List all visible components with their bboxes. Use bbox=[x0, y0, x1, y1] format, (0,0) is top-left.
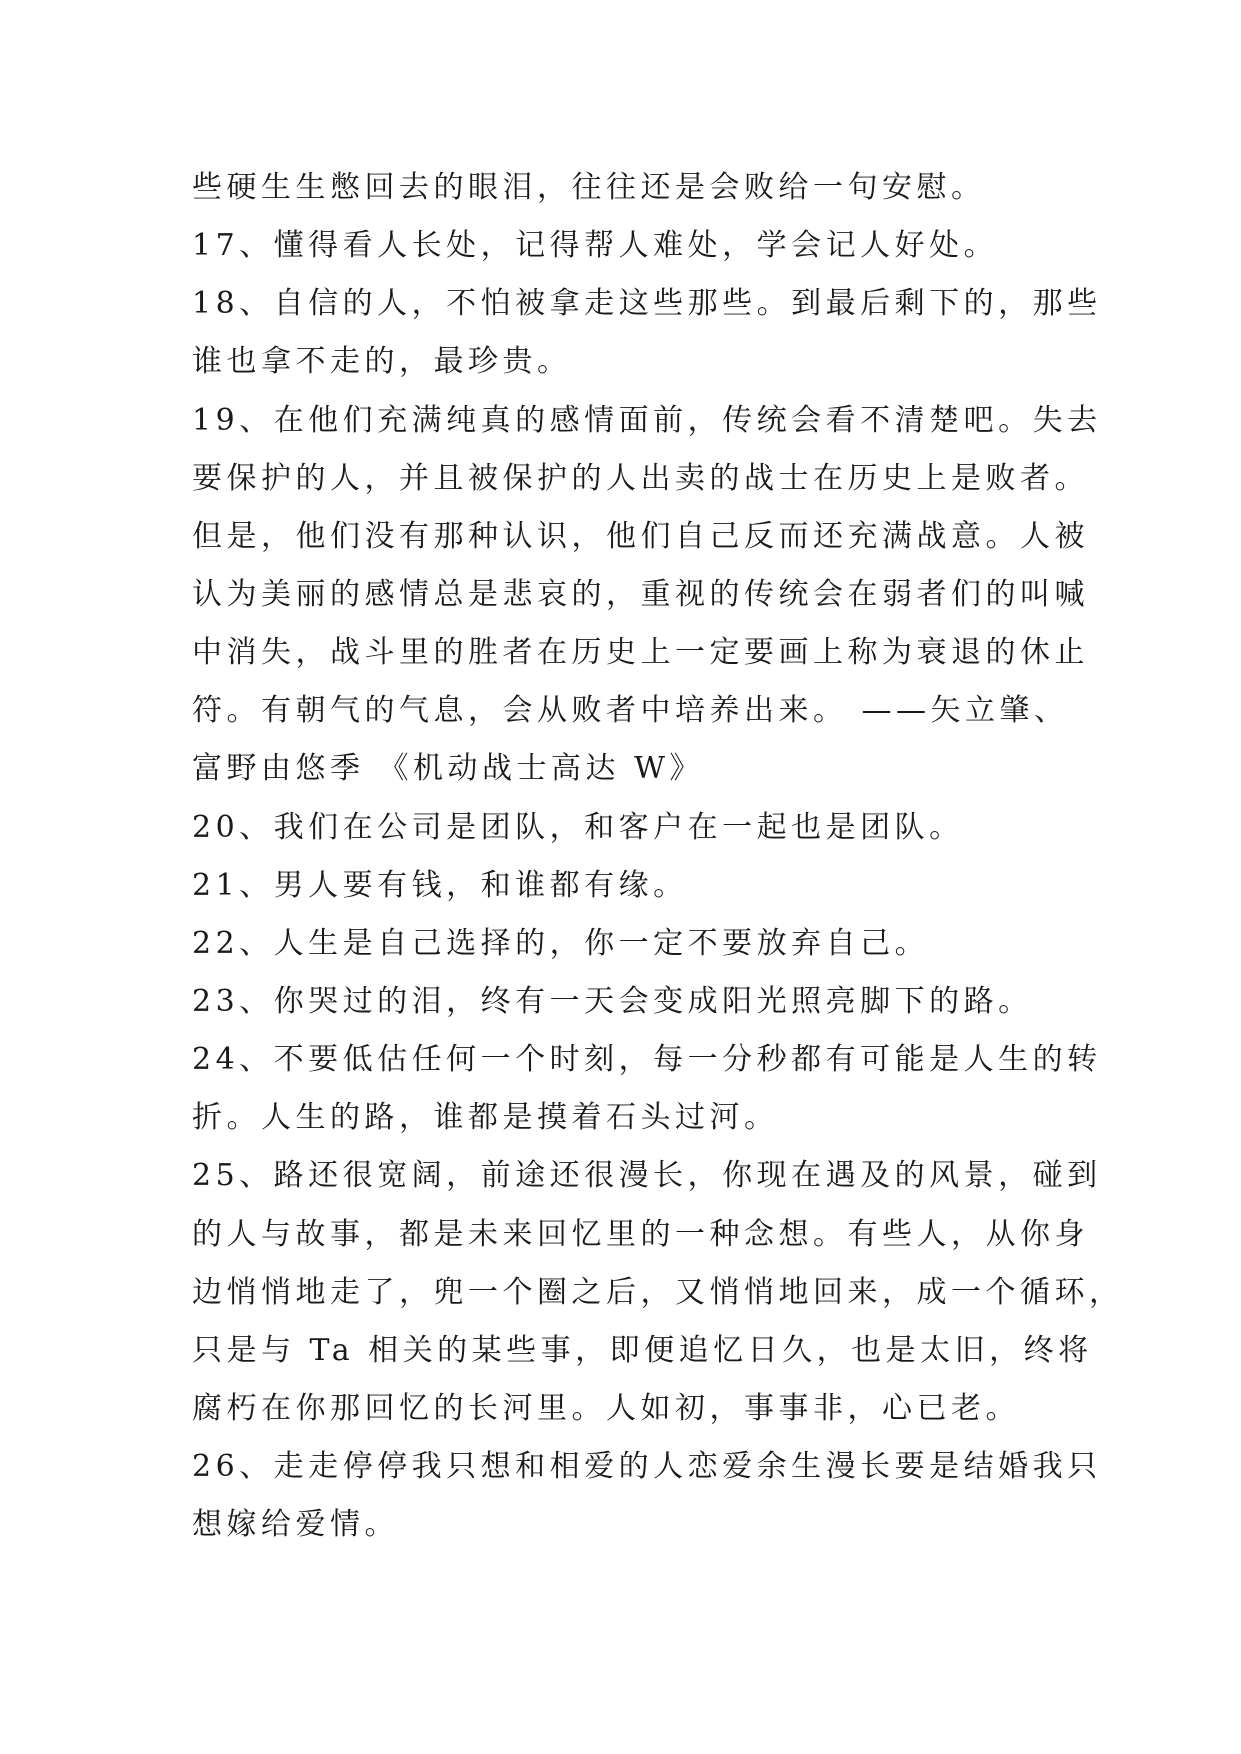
text-line: 但是，他们没有那种认识，他们自己反而还充满战意。人被 bbox=[192, 518, 1089, 554]
text-line: 19、在他们充满纯真的感情面前，传统会看不清楚吧。失去 bbox=[192, 402, 1102, 438]
text-line: 折。人生的路，谁都是摸着石头过河。 bbox=[192, 1100, 779, 1136]
text-line: 22、人生是自己选择的，你一定不要放弃自己。 bbox=[192, 925, 930, 961]
text-line: 24、不要低估任何一个时刻，每一分秒都有可能是人生的转 bbox=[192, 1042, 1102, 1078]
text-line: 要保护的人，并且被保护的人出卖的战士在历史上是败者。 bbox=[192, 460, 1089, 496]
text-line: 20、我们在公司是团队，和客户在一起也是团队。 bbox=[192, 809, 964, 845]
text-line: 腐朽在你那回忆的长河里。人如初，事事非，心已老。 bbox=[192, 1390, 1020, 1426]
text-line: 谁也拿不走的，最珍贵。 bbox=[192, 344, 572, 380]
text-line: 中消失，战斗里的胜者在历史上一定要画上称为衰退的休止 bbox=[192, 635, 1089, 671]
text-line: 只是与 Ta 相关的某些事，即便追忆日久，也是太旧，终将 bbox=[192, 1332, 1093, 1368]
text-line: 的人与故事，都是未来回忆里的一种念想。有些人，从你身 bbox=[192, 1216, 1089, 1252]
text-line: 符。有朝气的气息，会从败者中培养出来。 ——矢立肇、 bbox=[192, 693, 1069, 729]
text-line: 边悄悄地走了，兜一个圈之后，又悄悄地回来，成一个循环， bbox=[192, 1274, 1124, 1310]
text-line: 想嫁给爱情。 bbox=[192, 1507, 399, 1543]
text-line: 26、走走停停我只想和相爱的人恋爱余生漫长要是结婚我只 bbox=[192, 1449, 1102, 1485]
document-body bbox=[192, 159, 1124, 1554]
text-line: 23、你哭过的泪，终有一天会变成阳光照亮脚下的路。 bbox=[192, 983, 1033, 1019]
text-line: 认为美丽的感情总是悲哀的，重视的传统会在弱者们的叫喊 bbox=[192, 576, 1089, 612]
text-line: 25、路还很宽阔，前途还很漫长，你现在遇及的风景，碰到 bbox=[192, 1158, 1102, 1194]
text-line: 些硬生生憋回去的眼泪，往往还是会败给一句安慰。 bbox=[192, 170, 986, 205]
text-line: 17、懂得看人长处，记得帮人难处，学会记人好处。 bbox=[192, 228, 999, 264]
text-line: 富野由悠季 《机动战士高达 W》 bbox=[192, 751, 704, 787]
text-line: 21、男人要有钱，和谁都有缘。 bbox=[192, 867, 688, 903]
text-line: 18、自信的人，不怕被拿走这些那些。到最后剩下的，那些 bbox=[192, 286, 1102, 322]
